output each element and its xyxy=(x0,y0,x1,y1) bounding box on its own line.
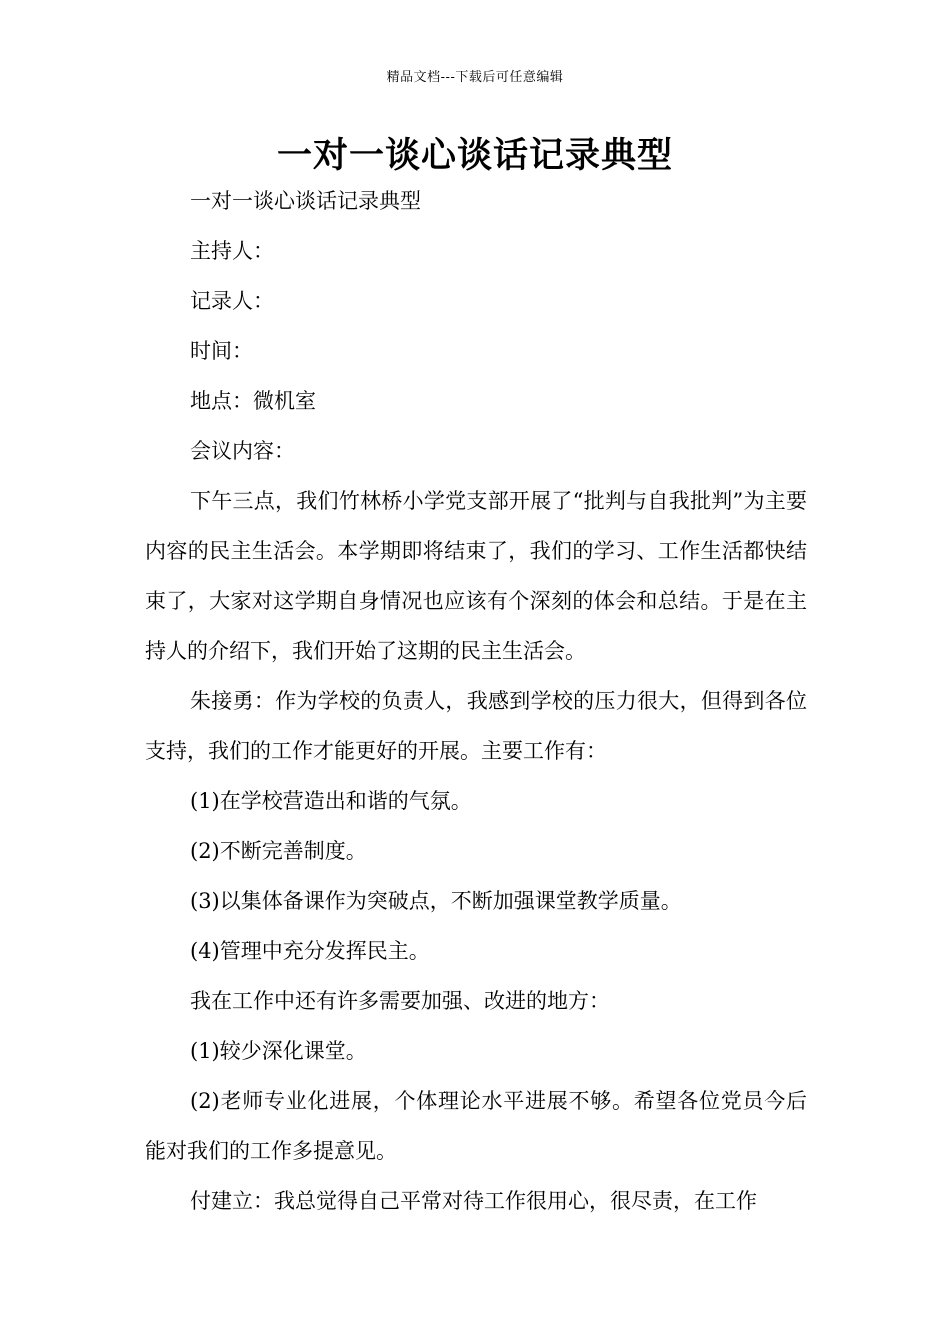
paragraph-intro: 下午三点，我们竹林桥小学党支部开展了“批判与自我批判”为主要内容的民主生活会。本学期即将结束了，我们的学习、工作生活都快结束了，大家对这学期自身情况也应该有个深刻的体会和总结。于是在主持人的介绍下，我们开始了这期的民主生活会。 xyxy=(145,489,807,663)
paragraph-content-label: 会议内容： xyxy=(190,439,295,463)
list-item: (1)在学校营造出和谐的气氛。 xyxy=(190,789,472,813)
paragraph-subtitle: 一对一谈心谈话记录典型 xyxy=(190,189,421,213)
paragraph-location: 地点：微机室 xyxy=(190,389,316,413)
list-item: (4)管理中充分发挥民主。 xyxy=(190,939,430,963)
document-title: 一对一谈心谈话记录典型 xyxy=(276,135,673,176)
document-body xyxy=(145,176,807,1226)
paragraph-speaker-2: 付建立：我总觉得自己平常对待工作很用心，很尽责，在工作 xyxy=(190,1189,757,1213)
paragraph-improvements: 我在工作中还有许多需要加强、改进的地方： xyxy=(190,989,610,1013)
paragraph-speaker-1: 朱接勇：作为学校的负责人，我感到学校的压力很大，但得到各位支持，我们的工作才能更好的开展。主要工作有： xyxy=(145,689,807,763)
paragraph-recorder: 记录人： xyxy=(190,289,274,313)
paragraph-time: 时间： xyxy=(190,339,253,363)
list-item: (3)以集体备课作为突破点，不断加强课堂教学质量。 xyxy=(190,889,682,913)
list-item: (2)不断完善制度。 xyxy=(190,839,367,863)
list-item: (1)较少深化课堂。 xyxy=(190,1039,367,1063)
header-note: 精品文档---下载后可任意编辑 xyxy=(386,70,564,85)
paragraph-host: 主持人： xyxy=(190,239,274,263)
list-item: (2)老师专业化进展，个体理论水平进展不够。希望各位党员今后能对我们的工作多提意见。 xyxy=(145,1089,807,1163)
